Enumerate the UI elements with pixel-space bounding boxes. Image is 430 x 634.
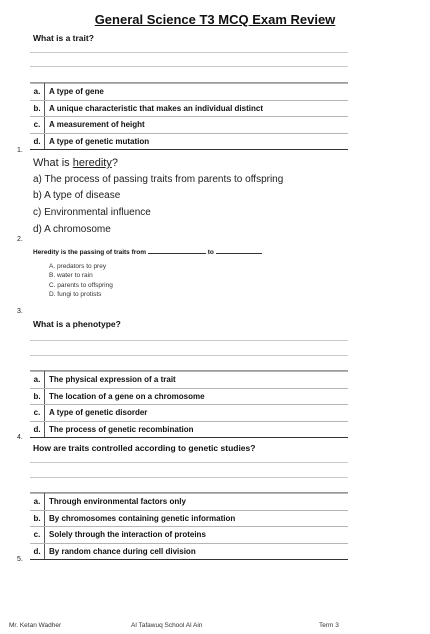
- q3-option-d[interactable]: D. fungi to protists: [49, 291, 102, 299]
- q4-option-c[interactable]: c. A type of genetic disorder: [30, 405, 348, 422]
- footer-teacher: Mr. Ketan Wadher: [9, 622, 62, 629]
- q2-option-d[interactable]: d) A chromosome: [33, 223, 111, 235]
- answer-line: [30, 66, 348, 67]
- q4-options: [30, 371, 348, 438]
- heredity-term: heredity: [72, 157, 112, 169]
- fill-blank-2[interactable]: [216, 247, 262, 254]
- footer-school: Al Tafawuq School Al Ain: [131, 622, 203, 629]
- q5-question: How are traits controlled according to genetic studies?: [33, 443, 256, 453]
- answer-line: [30, 340, 348, 341]
- q3-option-a[interactable]: A. predators to prey: [49, 263, 107, 270]
- q2-question: What is heredity?: [33, 157, 118, 169]
- q5-option-d[interactable]: d. By random chance during cell division: [30, 543, 348, 560]
- answer-line: [30, 477, 348, 478]
- fill-blank-1[interactable]: [148, 247, 206, 254]
- question-number-2: 2.: [17, 236, 23, 243]
- exam-title: General Science T3 MCQ Exam Review: [94, 12, 336, 27]
- answer-line: [30, 355, 348, 356]
- q1-option-c[interactable]: c. A measurement of height: [30, 117, 348, 134]
- question-number-1: 1.: [17, 147, 23, 154]
- q1-option-b[interactable]: b. A unique characteristic that makes an individual distinct: [30, 100, 348, 117]
- q1-options: [30, 83, 348, 150]
- question-number-5: 5.: [17, 556, 23, 563]
- q2-block: [33, 155, 283, 239]
- footer-term: Term 3: [319, 622, 339, 629]
- q3-options: [49, 262, 113, 300]
- q2-option-a[interactable]: a) The process of passing traits from parents to offspring: [33, 173, 284, 185]
- answer-line: [30, 462, 348, 463]
- q5-option-b[interactable]: b. By chromosomes containing genetic information: [30, 510, 348, 527]
- q1-option-d[interactable]: d. A type of genetic mutation: [30, 133, 348, 150]
- q3-question: Heredity is the passing of traits from to: [33, 247, 262, 256]
- q1-question: What is a trait?: [33, 33, 94, 43]
- q5-option-a[interactable]: a. Through environmental factors only: [30, 494, 348, 511]
- q4-option-d[interactable]: d. The process of genetic recombination: [30, 421, 348, 438]
- question-number-3: 3.: [17, 308, 23, 315]
- q4-option-a[interactable]: a. The physical expression of a trait: [30, 372, 348, 389]
- q5-options: [30, 493, 348, 560]
- q4-question: What is a phenotype?: [33, 319, 121, 329]
- question-number-4: 4.: [17, 434, 23, 441]
- q3-option-c[interactable]: C. parents to offspring: [49, 281, 113, 289]
- answer-line: [30, 52, 348, 53]
- q2-option-b[interactable]: b) A type of disease: [33, 190, 121, 202]
- q3-option-b[interactable]: B. water to rain: [49, 272, 93, 280]
- q5-option-c[interactable]: c. Solely through the interaction of proteins: [30, 527, 348, 544]
- q4-option-b[interactable]: b. The location of a gene on a chromosome: [30, 388, 348, 405]
- q2-option-c[interactable]: c) Environmental influence: [33, 207, 151, 219]
- q1-option-a[interactable]: a. A type of gene: [30, 84, 348, 101]
